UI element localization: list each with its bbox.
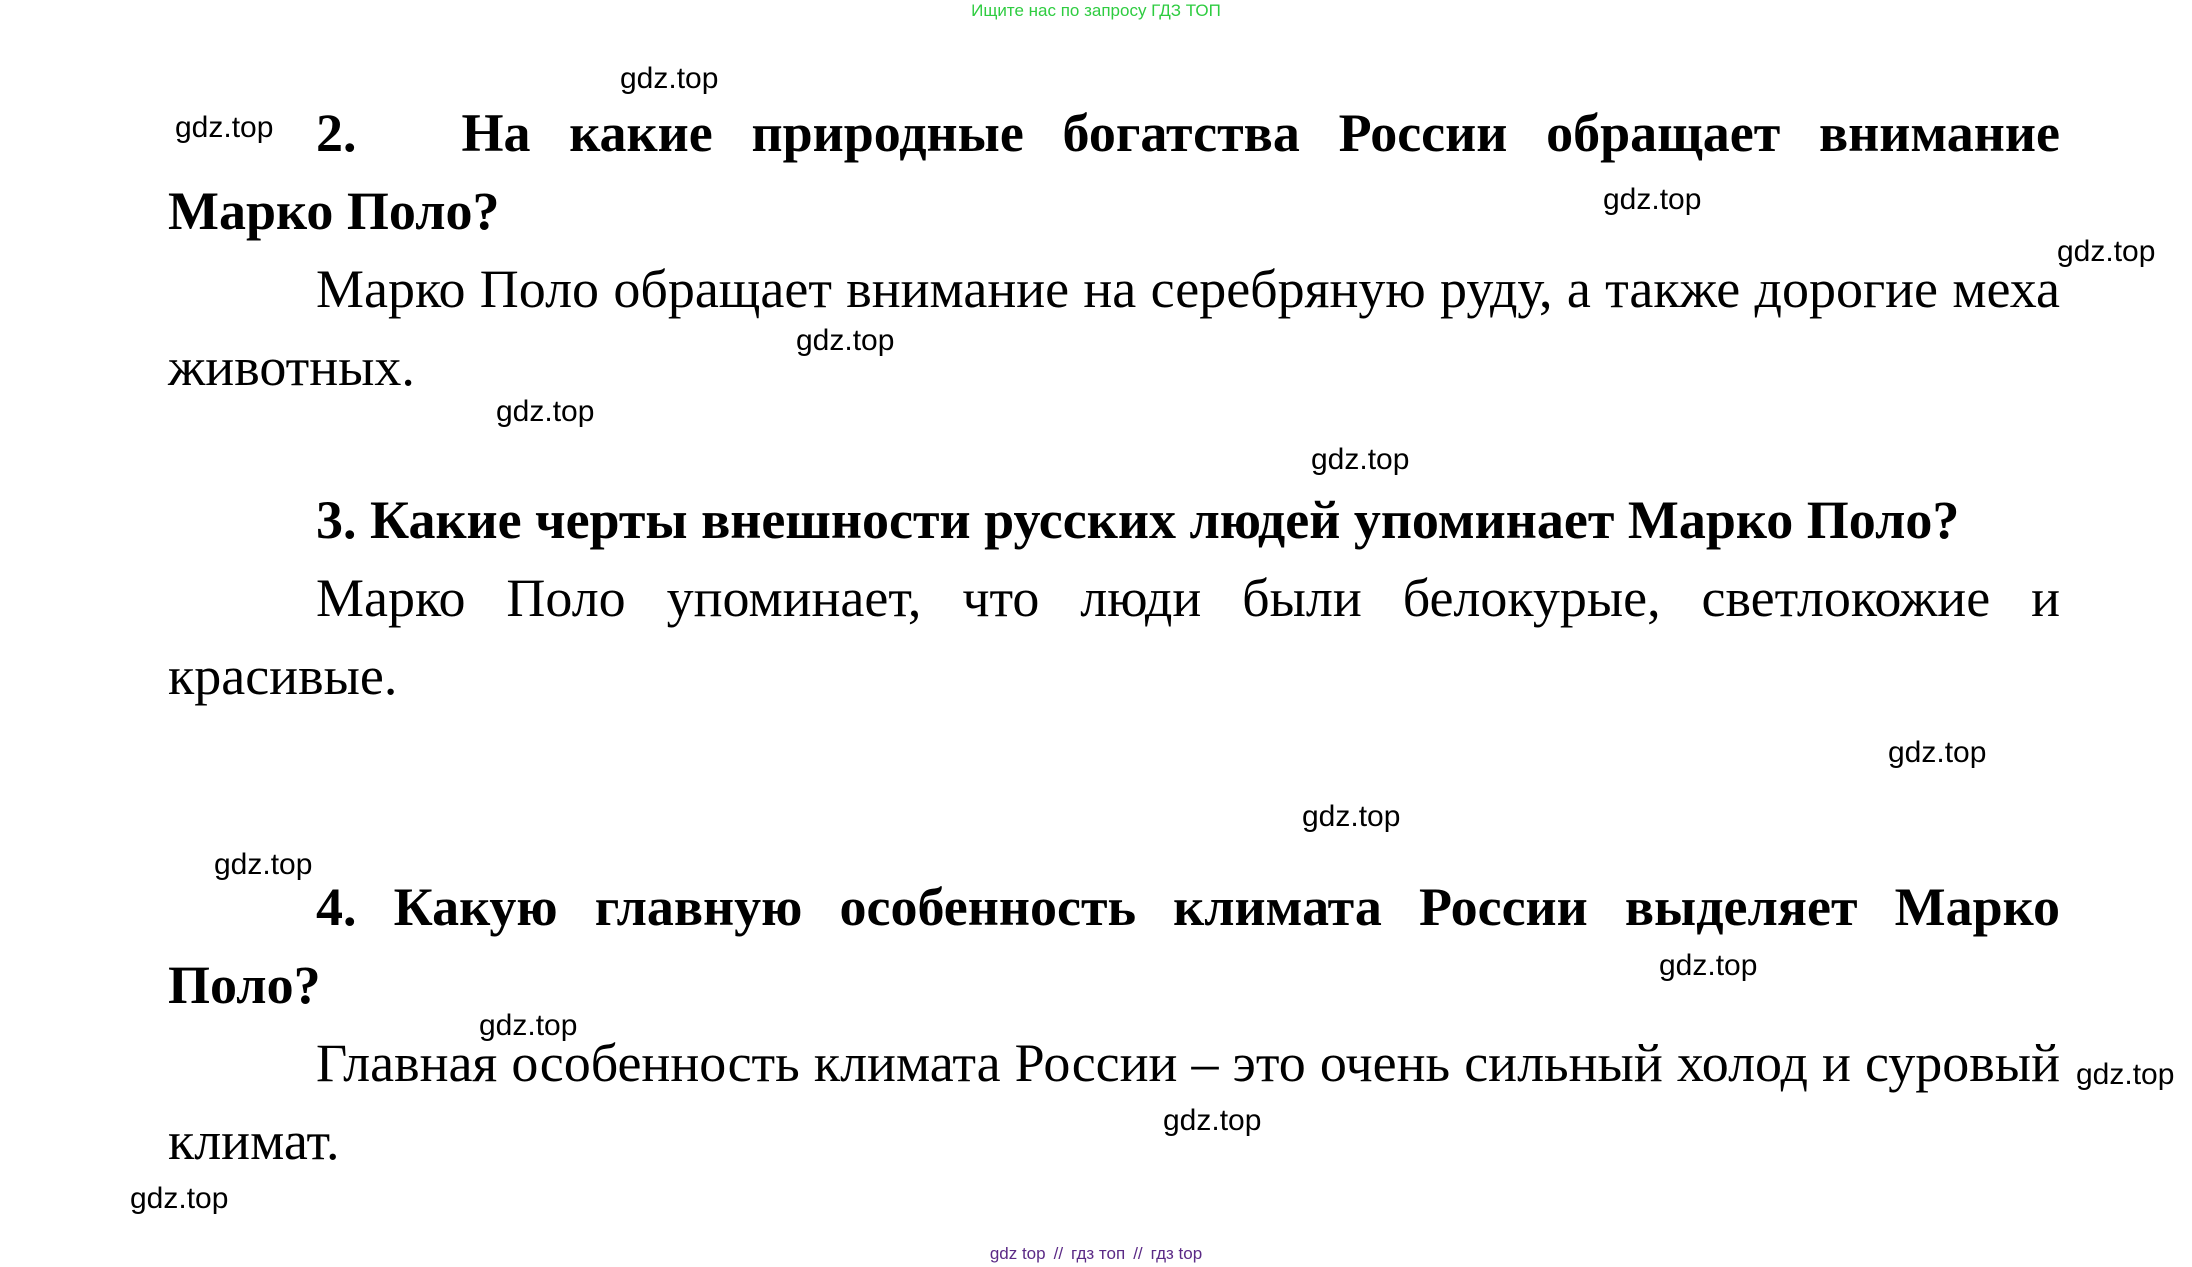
watermark: gdz.top <box>620 62 719 95</box>
footer-link[interactable]: gdz top <box>989 1244 1046 1263</box>
footer-links <box>0 1243 2192 1265</box>
answer-body: Марко Поло обращает внимание на серебряную руду, а также дорогие меха животных. <box>168 259 2060 397</box>
answer-text <box>168 250 2060 406</box>
watermark: gdz.top <box>1302 800 1401 833</box>
footer-separator: // <box>1053 1244 1064 1263</box>
watermark: gdz.top <box>1311 443 1410 476</box>
footer-link[interactable]: гдз top <box>1150 1244 1203 1263</box>
watermark: gdz.top <box>796 324 895 357</box>
watermark: gdz.top <box>496 395 595 428</box>
watermark: gdz.top <box>214 848 313 881</box>
footer-link[interactable]: гдз топ <box>1071 1244 1126 1263</box>
watermark: gdz.top <box>1888 736 1987 769</box>
watermark: gdz.top <box>1603 183 1702 216</box>
question-number: 2. <box>316 103 357 163</box>
watermark: gdz.top <box>1659 949 1758 982</box>
question-block-4 <box>168 868 2060 1180</box>
answer-body: Главная особенность климата России – это очень сильный холод и суровый климат. <box>168 1033 2060 1171</box>
answer-text <box>168 1024 2060 1180</box>
watermark: gdz.top <box>1163 1104 1262 1137</box>
question-body: На какие природные богатства России обращает внимание Марко Поло? <box>168 103 2060 241</box>
top-banner: Ищите нас по запросу ГДЗ ТОП <box>971 1 1221 20</box>
question-number: 3. <box>316 490 357 550</box>
question-block-3 <box>168 481 2060 715</box>
watermark: gdz.top <box>479 1009 578 1042</box>
question-number: 4. <box>316 877 357 937</box>
question-body: Какую главную особенность климата России выделяет Марко Поло? <box>168 877 2061 1015</box>
answer-text <box>168 559 2060 715</box>
question-block-2 <box>168 94 2060 406</box>
question-text <box>168 868 2060 1024</box>
watermark: gdz.top <box>2076 1058 2175 1091</box>
answer-body: Марко Поло упоминает, что люди были белокурые, светлокожие и красивые. <box>168 568 2060 706</box>
question-text <box>168 481 2060 559</box>
footer-separator: // <box>1133 1244 1143 1263</box>
question-body: Какие черты внешности русских людей упоминает Марко Поло? <box>370 490 1960 550</box>
question-text <box>168 94 2060 250</box>
watermark: gdz.top <box>130 1182 229 1215</box>
watermark: gdz.top <box>175 111 274 144</box>
watermark: gdz.top <box>2057 235 2156 268</box>
